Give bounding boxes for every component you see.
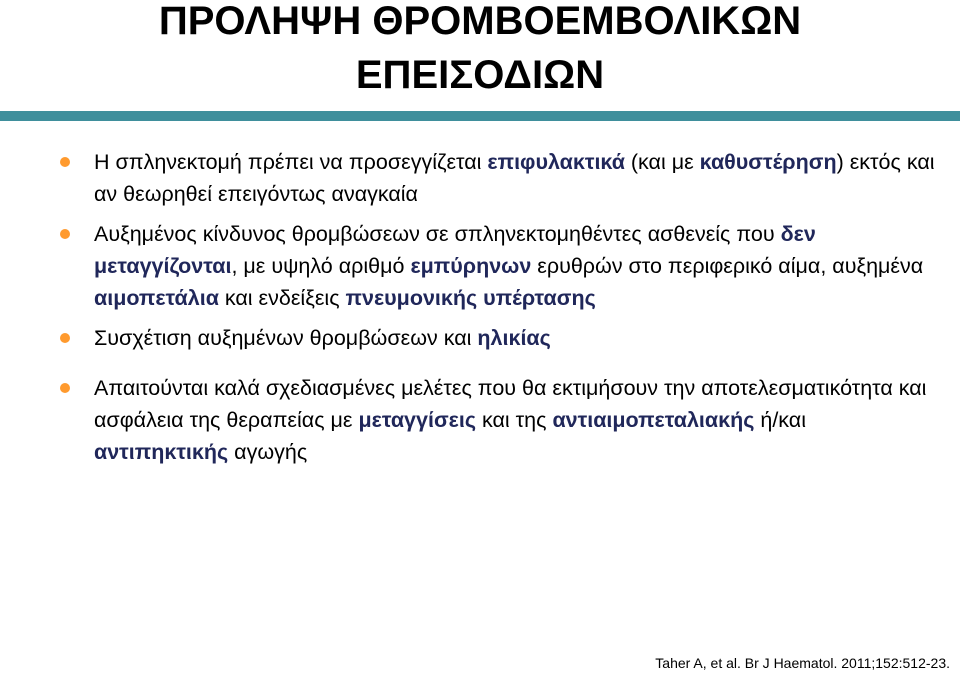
bullet-emphasis: εμπύρηνων [410,254,532,278]
bullet-segment: (και με [624,150,700,174]
bullet-text [94,150,935,206]
citation: Taher A, et al. Br J Haematol. 2011;152:512-23. [655,655,950,671]
bullet-segment: Αυξημένος κίνδυνος θρομβώσεων σε σπληνεκτομηθέντες ασθενείς που [94,222,781,246]
bullet-text [94,222,923,310]
title-line-2: ΕΠΕΙΣΟΔΙΩΝ [355,53,605,97]
bullet-emphasis: καθυστέρηση [699,150,837,174]
bullet-list [60,146,940,476]
bullet-dot-icon [60,229,70,239]
bullet-emphasis: δεν μεταγγίζονται [94,222,816,278]
bullet-segment: ) εκτός και αν θεωρηθεί επειγόντως αναγκαία [94,150,935,206]
bullet-emphasis: αντιαιμοπεταλιακής [552,408,755,432]
bullet-emphasis: αιμοπετάλια [94,286,219,310]
bullet-segment: ερυθρών στο περιφερικό αίμα, αυξημένα [531,254,924,278]
bullet-item [60,372,940,468]
bullet-emphasis: αντιπηκτικής [94,440,229,464]
bullet-dot-icon [60,333,70,343]
bullet-segment: ή/και [754,408,807,432]
bullet-emphasis: μεταγγίσεις [358,408,477,432]
bullet-segment: Η σπληνεκτομή πρέπει να προσεγγίζεται [94,150,488,174]
bullet-emphasis: πνευμονικής υπέρτασης [345,286,596,310]
bullet-text [94,326,551,350]
bullet-dot-icon [60,157,70,167]
bullet-item [60,146,940,210]
bullet-item [60,218,940,314]
slide-title [0,0,960,102]
bullet-segment: Απαιτούνται καλά σχεδιασμένες μελέτες που θα εκτιμήσουν την αποτελεσματικότητα και ασφάλεια της θεραπείας με [94,376,927,432]
bullet-segment: , με υψηλό αριθμό [231,254,411,278]
bullet-segment: αγωγής [228,440,308,464]
bullet-segment: Συσχέτιση αυξημένων θρομβώσεων και [94,326,478,350]
bullet-emphasis: ηλικίας [477,326,551,350]
bullet-text [94,376,926,464]
bullet-dot-icon [60,383,70,393]
title-line-1: ΠΡΟΛΗΨΗ ΘΡΟΜΒΟΕΜΒΟΛΙΚΩΝ [158,0,802,43]
bullet-emphasis: επιφυλακτικά [487,150,625,174]
title-divider [0,111,960,121]
bullet-segment: και ενδείξεις [218,286,346,310]
bullet-item [60,322,940,354]
bullet-segment: και της [476,408,553,432]
